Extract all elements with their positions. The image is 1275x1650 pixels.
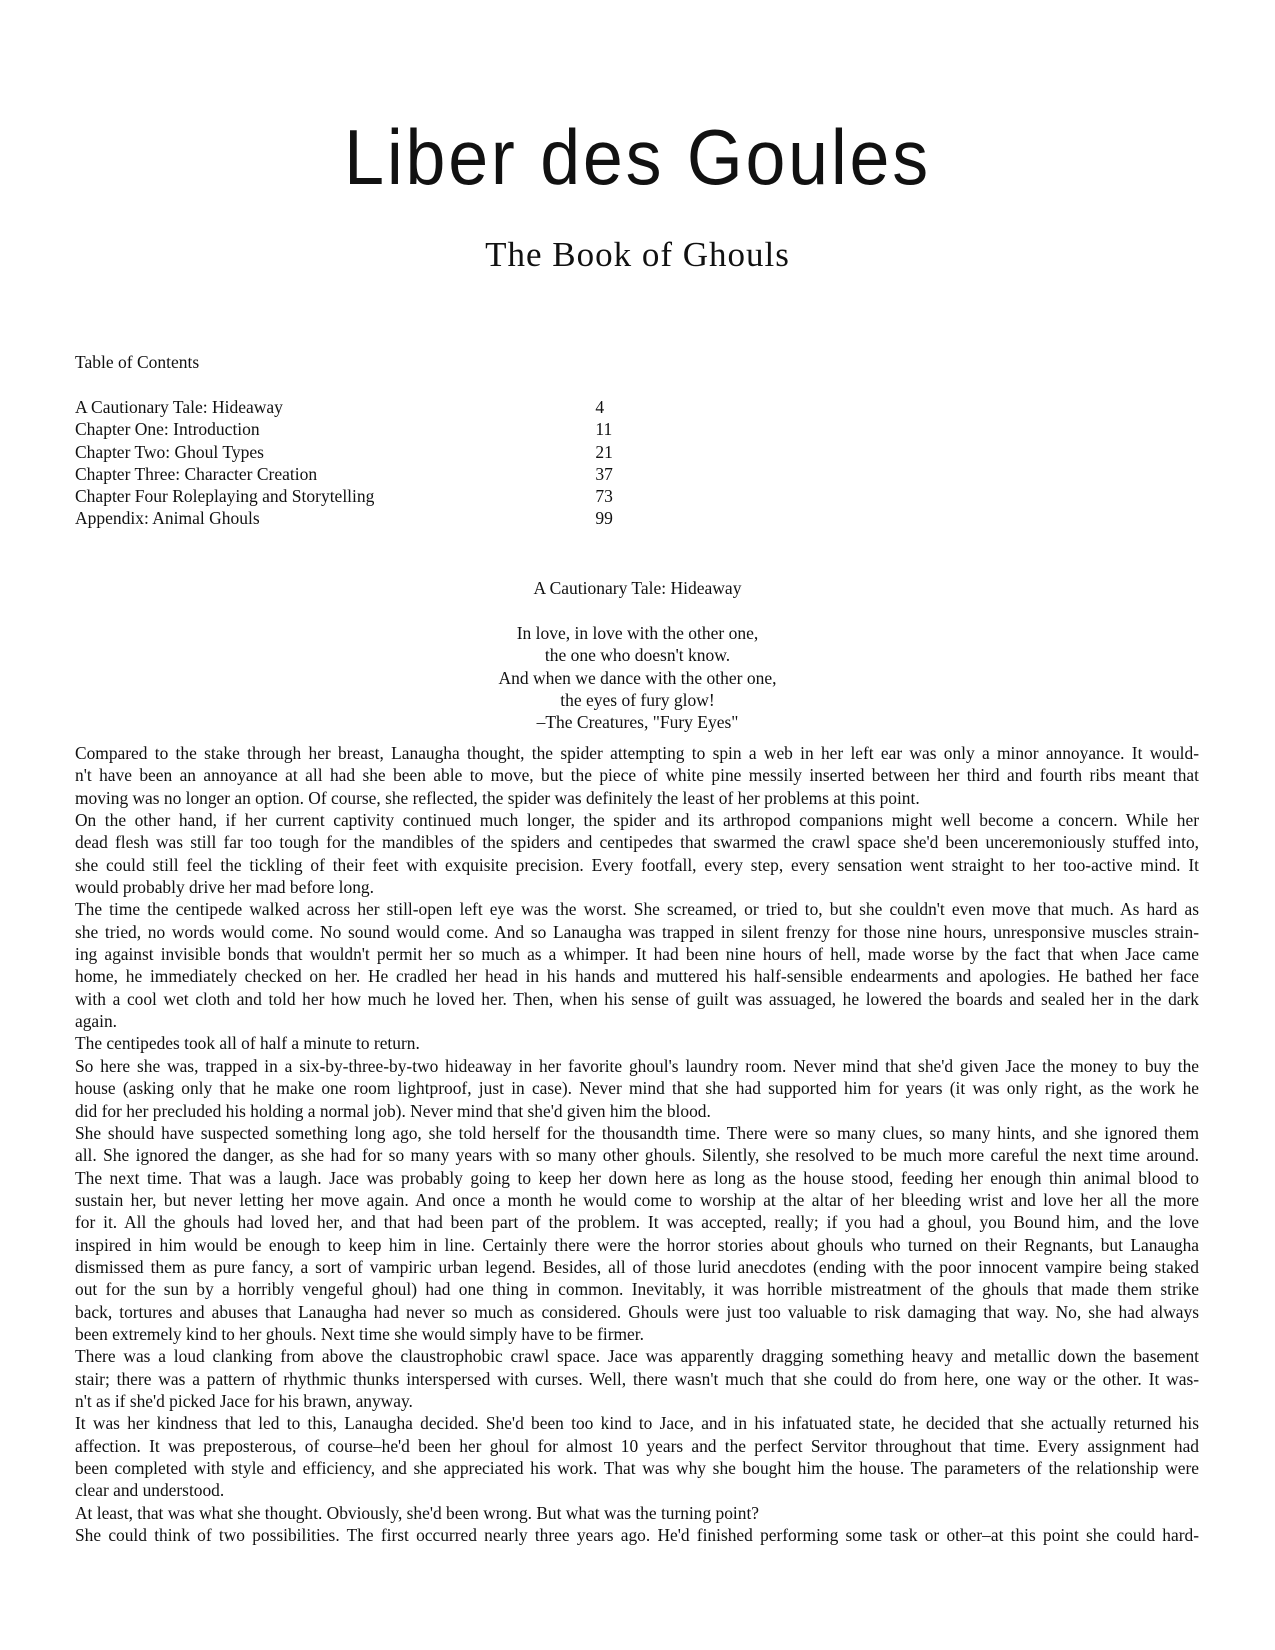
- body-text-line: been completed with style and efficiency, and she appreciated his work. That was why she bought him the house. The parameters of the relationship were: [75, 1458, 1199, 1478]
- body-text-line: The centipedes took all of half a minute to return.: [75, 1033, 420, 1054]
- toc-entry[interactable]: [75, 441, 635, 463]
- toc-entry-page: 99: [595, 508, 613, 529]
- toc-entry[interactable]: [75, 507, 635, 529]
- body-text-line: been extremely kind to her ghouls. Next time she would simply have to be firmer.: [75, 1323, 644, 1344]
- body-text-line: There was a loud clanking from above the claustrophobic crawl space. Jace was apparently dragging something heavy and metallic down the basement: [75, 1346, 1199, 1367]
- body-text-line: she could still feel the tickling of their feet with exquisite precision. Every footfall, every step, every sensation went straight to her too-active mind. It: [75, 854, 1199, 875]
- body-text-line: with a cool wet cloth and told her how much he loved her. Then, when his sense of guilt was assuaged, he lowered the boards and sealed her in the dark: [75, 988, 1199, 1009]
- body-text-line: for it. All the ghouls had loved her, and that had been part of the problem. It was accepted, really; if you had a ghoul, you Bound him, and the love: [75, 1212, 1199, 1233]
- epigraph-attribution: –The Creatures, "Fury Eyes": [536, 712, 739, 733]
- body-text-line: she tried, no words would come. No sound would come. And so Lanaugha was trapped in silent frenzy for those nine hours, unresponsive muscles strain-: [75, 921, 1199, 942]
- body-text-line: did for her precluded his holding a normal job). Never mind that she'd given him the blood.: [75, 1100, 711, 1121]
- body-text-line: So here she was, trapped in a six-by-three-by-two hideaway in her favorite ghoul's laundry room. Never mind that she'd given Jace the money to buy the: [75, 1055, 1199, 1076]
- toc-entry-label: Chapter Two: Ghoul Types: [75, 441, 264, 462]
- body-text-line: clear and understood.: [75, 1480, 225, 1501]
- body-text-line: out for the sun by a horribly vengeful ghoul) had one thing in common. Inevitably, it was horrible mistreatment of the ghouls that made them strike: [75, 1279, 1199, 1300]
- toc-entry-page: 21: [595, 441, 613, 462]
- toc-entry[interactable]: [75, 418, 635, 440]
- toc-entry[interactable]: [75, 485, 635, 507]
- toc-entry-label: A Cautionary Tale: Hideaway: [75, 397, 283, 417]
- toc-heading: Table of Contents: [75, 352, 200, 372]
- toc-entry-label: Chapter One: Introduction: [75, 419, 260, 440]
- toc-entry-page: 37: [595, 463, 613, 484]
- body-text-line: It was her kindness that led to this, Lanaugha decided. She'd been too kind to Jace, and in his infatuated state, he decided that she actually returned his: [75, 1413, 1199, 1434]
- epigraph-line: the one who doesn't know.: [544, 645, 731, 666]
- epigraph-line: In love, in love with the other one,: [516, 623, 759, 643]
- toc-entry-page: 73: [595, 486, 613, 507]
- body-text-line: moving was no longer an option. Of course, she reflected, the spider was definitely the least of her problems at this point.: [75, 787, 920, 808]
- toc-entry[interactable]: [75, 396, 635, 418]
- document-title: Liber des Goules: [344, 113, 931, 201]
- toc-entry-page: 4: [595, 397, 605, 417]
- story-heading: A Cautionary Tale: Hideaway: [533, 578, 742, 598]
- story-body: [75, 742, 1199, 1546]
- body-text-line: ing against invisible bonds that wouldn't permit her so much as a whimper. It had been nine hours of hell, made worse by the fact that when Jace came: [75, 944, 1199, 965]
- document-subtitle: The Book of Ghouls: [485, 235, 790, 274]
- epigraph-line: the eyes of fury glow!: [560, 689, 715, 710]
- body-text-line: She could think of two possibilities. The first occurred nearly three years ago. He'd finished performing some task or other–at this point she could hard-: [75, 1525, 1199, 1546]
- body-text-line: house (asking only that he make one room lightproof, just in case). Never mind that she had supported him for years (it was only right, as the work he: [75, 1078, 1199, 1099]
- body-text-line: back, tortures and abuses that Lanaugha had never so much as considered. Ghouls were just too valuable to risk damaging that way. No, she had always: [75, 1301, 1199, 1322]
- body-text-line: inspired in him would be enough to keep him in line. Certainly there were the horror stories about ghouls who turned on their Regnants, but Lanaugha: [75, 1234, 1199, 1255]
- body-text-line: She should have suspected something long ago, she told herself for the thousandth time. There were so many clues, so many hints, and she ignored them: [75, 1122, 1199, 1143]
- body-text-line: all. She ignored the danger, as she had for so many years with so many other ghouls. Silently, she resolved to be much more careful the next time around.: [75, 1145, 1199, 1166]
- body-text-line: dead flesh was still far too tough for the mandibles of the spiders and centipedes that swarmed the crawl space she'd been unceremoniously stuffed into,: [75, 832, 1199, 853]
- body-text-line: n't as if she'd picked Jace for his brawn, anyway.: [75, 1390, 413, 1411]
- body-text-line: home, he immediately checked on her. He cradled her head in his hands and muttered his half-sensible endearments and apologies. He bathed her face: [75, 966, 1199, 987]
- body-text-line: n't have been an annoyance at all had she been able to move, but the piece of white pine messily inserted between her third and fourth ribs meant that: [75, 765, 1199, 786]
- toc-entry[interactable]: [75, 463, 635, 485]
- epigraph: [0, 622, 1275, 733]
- toc-entry-label: Chapter Four Roleplaying and Storytelling: [75, 486, 375, 507]
- toc-entry-label: Appendix: Animal Ghouls: [75, 508, 260, 529]
- body-text-line: On the other hand, if her current captivity continued much longer, the spider and its arthropod companions might well become a concern. While her: [75, 810, 1199, 831]
- body-text-line: sustain her, but never letting her move again. And once a month he would come to worship at the altar of her bleeding wrist and love her all the more: [75, 1189, 1199, 1210]
- epigraph-line: And when we dance with the other one,: [498, 667, 777, 688]
- toc-entry-page: 11: [595, 419, 613, 440]
- body-text-line: dismissed them as pure fancy, a sort of vampiric urban legend. Besides, all of those lurid anecdotes (ending with the poor innocent vampire being staked: [75, 1256, 1199, 1277]
- body-text-line: again.: [75, 1011, 118, 1032]
- body-text-line: stair; there was a pattern of rhythmic thunks interspersed with curses. Well, there wasn't much that she could do from here, one way or the other. It was-: [75, 1368, 1199, 1389]
- body-text-line: At least, that was what she thought. Obviously, she'd been wrong. But what was the turning point?: [75, 1502, 759, 1523]
- table-of-contents: [75, 396, 635, 530]
- toc-entry-label: Chapter Three: Character Creation: [75, 463, 318, 484]
- body-text-line: would probably drive her mad before long.: [75, 877, 374, 898]
- body-text-line: Compared to the stake through her breast, Lanaugha thought, the spider attempting to spin a web in her left ear was only a minor annoyance. It would-: [75, 743, 1199, 763]
- body-text-line: affection. It was preposterous, of course–he'd been her ghoul for almost 10 years and the perfect Servitor throughout that time. Every assignment had: [75, 1435, 1199, 1456]
- body-text-line: The next time. That was a laugh. Jace was probably going to keep her down here as long as the house stood, feeding her enough thin animal blood to: [75, 1167, 1199, 1188]
- body-text-line: The time the centipede walked across her still-open left eye was the worst. She screamed, or tried to, but she couldn't even move that much. As hard as: [75, 899, 1199, 920]
